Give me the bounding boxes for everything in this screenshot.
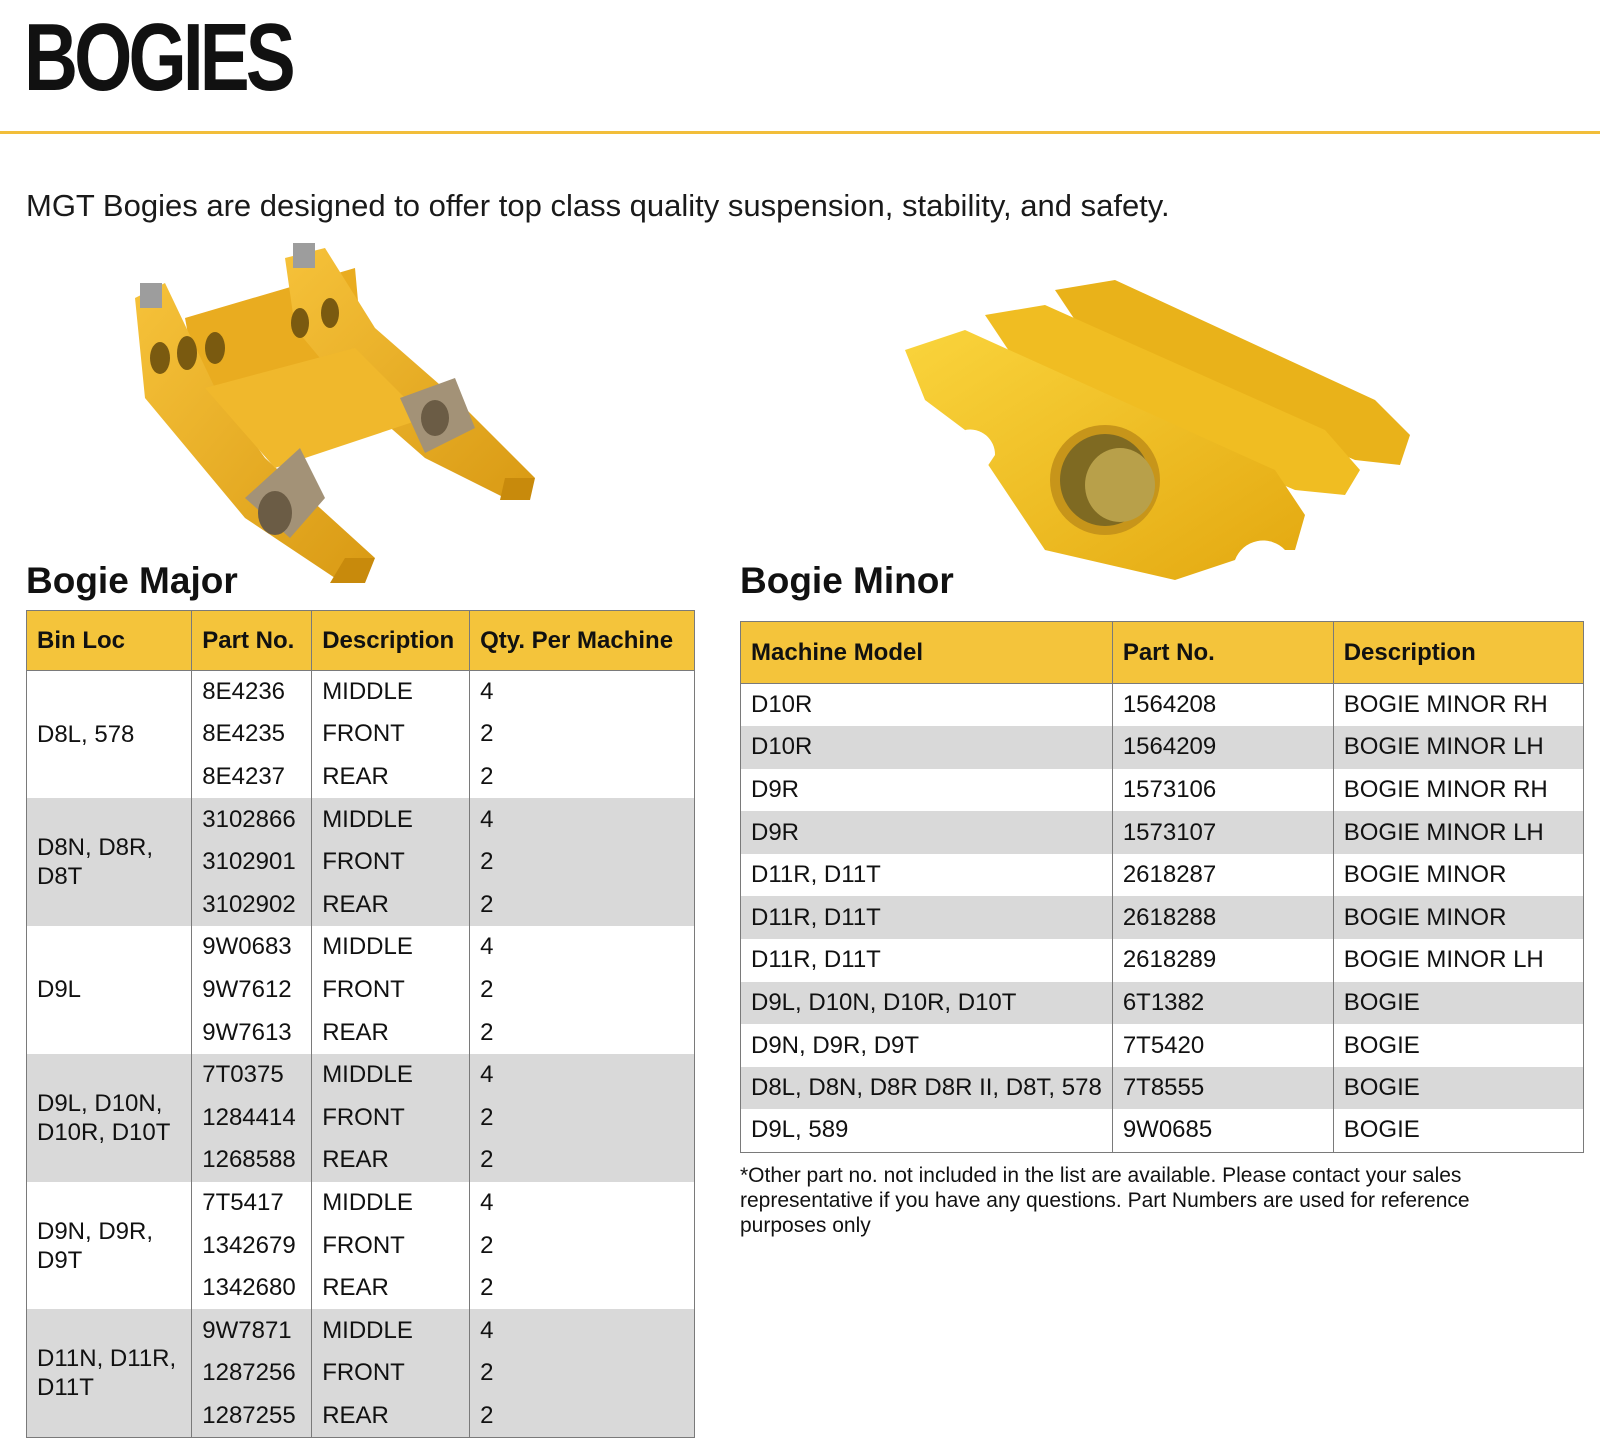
qty-cell: 4 — [470, 926, 695, 969]
part-no-cell: 1564208 — [1112, 684, 1333, 727]
qty-cell: 2 — [470, 1267, 695, 1310]
table-row — [741, 726, 1584, 769]
qty-cell: 2 — [470, 1096, 695, 1139]
table-row — [741, 1109, 1584, 1152]
description-cell: BOGIE MINOR LH — [1333, 939, 1583, 982]
description-cell: MIDDLE — [312, 798, 470, 841]
table-row — [27, 671, 695, 714]
part-no-cell: 9W0683 — [192, 926, 312, 969]
table-row — [741, 896, 1584, 939]
part-no-cell: 3102866 — [192, 798, 312, 841]
description-cell: BOGIE MINOR RH — [1333, 684, 1583, 727]
part-no-cell: 7T5417 — [192, 1182, 312, 1225]
part-no-cell: 1287255 — [192, 1395, 312, 1438]
table-row — [27, 1054, 695, 1097]
machine-model-cell: D9N, D9R, D9T — [741, 1024, 1113, 1067]
description-cell: BOGIE — [1333, 1024, 1583, 1067]
description-cell: BOGIE MINOR — [1333, 854, 1583, 897]
machine-model-cell: D9L, D10N, D10R, D10T — [741, 982, 1113, 1025]
table-row — [741, 684, 1584, 727]
table-row — [27, 1182, 695, 1225]
table-group — [27, 1054, 695, 1182]
part-no-cell: 7T5420 — [1112, 1024, 1333, 1067]
machine-model-cell: D9L, 589 — [741, 1109, 1113, 1152]
table-row — [27, 926, 695, 969]
description-cell: MIDDLE — [312, 1054, 470, 1097]
table-row — [741, 982, 1584, 1025]
description-cell: MIDDLE — [312, 1182, 470, 1225]
description-cell: REAR — [312, 883, 470, 926]
machine-model-cell: D8L, D8N, D8R D8R II, D8T, 578 — [741, 1067, 1113, 1110]
table-row — [741, 811, 1584, 854]
description-cell: FRONT — [312, 841, 470, 884]
machine-model-cell: D11R, D11T — [741, 896, 1113, 939]
machine-model-cell: D11R, D11T — [741, 854, 1113, 897]
qty-cell: 2 — [470, 969, 695, 1012]
bin-loc-cell: D8N, D8R, D8T — [27, 798, 192, 926]
description-cell: REAR — [312, 1011, 470, 1054]
qty-cell: 2 — [470, 1395, 695, 1438]
part-no-cell: 1342679 — [192, 1224, 312, 1267]
description-cell: FRONT — [312, 1096, 470, 1139]
part-no-cell: 6T1382 — [1112, 982, 1333, 1025]
bogie-minor-table — [740, 621, 1584, 1153]
page-title: BOGIES — [24, 4, 292, 111]
part-no-cell: 8E4237 — [192, 756, 312, 799]
bin-loc-cell: D9L, D10N, D10R, D10T — [27, 1054, 192, 1182]
description-cell: BOGIE — [1333, 1067, 1583, 1110]
description-cell: MIDDLE — [312, 1309, 470, 1352]
table-group — [27, 671, 695, 799]
col-header: Part No. — [192, 611, 312, 671]
description-cell: REAR — [312, 1139, 470, 1182]
qty-cell: 4 — [470, 1309, 695, 1352]
part-no-cell: 1268588 — [192, 1139, 312, 1182]
part-no-cell: 9W0685 — [1112, 1109, 1333, 1152]
description-cell: REAR — [312, 756, 470, 799]
bogie-major-image — [125, 238, 555, 588]
part-no-cell: 1287256 — [192, 1352, 312, 1395]
qty-cell: 4 — [470, 798, 695, 841]
part-no-cell: 3102902 — [192, 883, 312, 926]
bin-loc-cell: D9N, D9R, D9T — [27, 1182, 192, 1310]
col-header: Part No. — [1112, 622, 1333, 684]
description-cell: REAR — [312, 1395, 470, 1438]
description-cell: BOGIE MINOR — [1333, 896, 1583, 939]
bin-loc-cell: D11N, D11R, D11T — [27, 1309, 192, 1437]
part-no-cell: 1573107 — [1112, 811, 1333, 854]
table-header-row — [27, 611, 695, 671]
col-header: Description — [1333, 622, 1583, 684]
qty-cell: 2 — [470, 841, 695, 884]
table-group — [27, 1182, 695, 1310]
table-row — [741, 1067, 1584, 1110]
qty-cell: 2 — [470, 1011, 695, 1054]
bogie-major-heading: Bogie Major — [26, 560, 238, 601]
description-cell: FRONT — [312, 1224, 470, 1267]
qty-cell: 2 — [470, 1352, 695, 1395]
bogie-major-table — [26, 610, 695, 1438]
description-cell: BOGIE MINOR RH — [1333, 769, 1583, 812]
part-no-cell: 9W7612 — [192, 969, 312, 1012]
description-cell: BOGIE MINOR LH — [1333, 811, 1583, 854]
table-row — [741, 854, 1584, 897]
table-group — [27, 926, 695, 1054]
table-header-row — [741, 622, 1584, 684]
machine-model-cell: D9R — [741, 811, 1113, 854]
title-divider — [0, 131, 1600, 134]
bogie-minor-image — [905, 280, 1445, 590]
part-no-cell: 1284414 — [192, 1096, 312, 1139]
part-no-cell: 1573106 — [1112, 769, 1333, 812]
bin-loc-cell: D9L — [27, 926, 192, 1054]
part-no-cell: 9W7871 — [192, 1309, 312, 1352]
part-no-cell: 9W7613 — [192, 1011, 312, 1054]
table-row — [741, 1024, 1584, 1067]
qty-cell: 2 — [470, 1224, 695, 1267]
col-header: Qty. Per Machine — [470, 611, 695, 671]
part-no-cell: 3102901 — [192, 841, 312, 884]
part-no-cell: 8E4235 — [192, 713, 312, 756]
machine-model-cell: D9R — [741, 769, 1113, 812]
part-no-cell: 2618288 — [1112, 896, 1333, 939]
description-cell: BOGIE — [1333, 1109, 1583, 1152]
table-row — [741, 939, 1584, 982]
bogie-minor-heading: Bogie Minor — [740, 560, 954, 601]
part-no-cell: 8E4236 — [192, 671, 312, 714]
table-group — [27, 798, 695, 926]
col-header: Bin Loc — [27, 611, 192, 671]
description-cell: BOGIE MINOR LH — [1333, 726, 1583, 769]
bin-loc-cell: D8L, 578 — [27, 671, 192, 799]
machine-model-cell: D10R — [741, 726, 1113, 769]
col-header: Description — [312, 611, 470, 671]
part-no-cell: 7T8555 — [1112, 1067, 1333, 1110]
description-cell: REAR — [312, 1267, 470, 1310]
part-no-cell: 1564209 — [1112, 726, 1333, 769]
qty-cell: 2 — [470, 883, 695, 926]
machine-model-cell: D10R — [741, 684, 1113, 727]
part-no-cell: 2618287 — [1112, 854, 1333, 897]
part-no-cell: 1342680 — [192, 1267, 312, 1310]
description-cell: BOGIE — [1333, 982, 1583, 1025]
qty-cell: 2 — [470, 1139, 695, 1182]
description-cell: FRONT — [312, 969, 470, 1012]
description-cell: FRONT — [312, 713, 470, 756]
qty-cell: 4 — [470, 1182, 695, 1225]
table-row — [741, 769, 1584, 812]
footnote: *Other part no. not included in the list are available. Please contact your sales representative if you have any questions. Part Numbers are used for reference purposes only — [740, 1164, 1470, 1237]
table-row — [27, 1309, 695, 1352]
description-cell: FRONT — [312, 1352, 470, 1395]
description-cell: MIDDLE — [312, 671, 470, 714]
qty-cell: 2 — [470, 756, 695, 799]
description-cell: MIDDLE — [312, 926, 470, 969]
part-no-cell: 2618289 — [1112, 939, 1333, 982]
table-row — [27, 798, 695, 841]
intro-text: MGT Bogies are designed to offer top class quality suspension, stability, and safety. — [26, 188, 1170, 223]
machine-model-cell: D11R, D11T — [741, 939, 1113, 982]
qty-cell: 2 — [470, 713, 695, 756]
col-header: Machine Model — [741, 622, 1113, 684]
qty-cell: 4 — [470, 1054, 695, 1097]
qty-cell: 4 — [470, 671, 695, 714]
part-no-cell: 7T0375 — [192, 1054, 312, 1097]
table-group — [27, 1309, 695, 1437]
